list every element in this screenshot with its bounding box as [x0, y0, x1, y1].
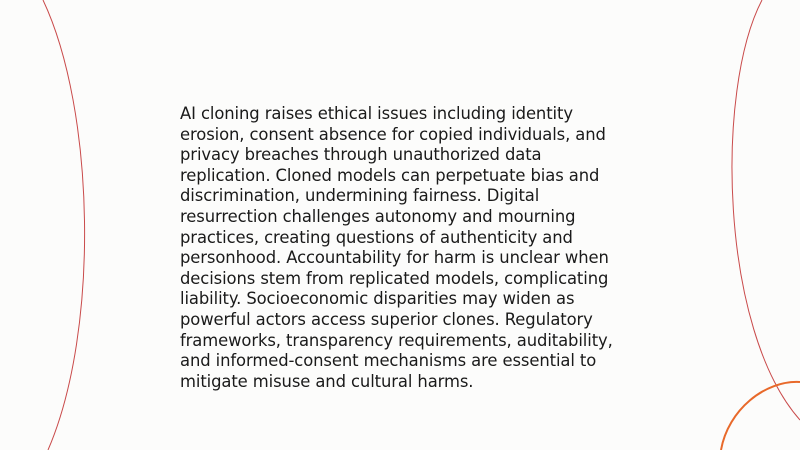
right-thin-arc	[732, 0, 800, 420]
body-paragraph: AI cloning raises ethical issues including identity erosion, consent absence for copied individuals, and privacy breaches through unauthorized data replication. Cloned models can perpetuate bias and discrimination, undermining fairness. Digital resurrection challenges autonomy and mourning practices, creating questions of authenticity and personhood. Accountability for harm is unclear when decisions stem from replicated models, complicating liability. Socioeconomic disparities may widen as powerful actors access superior clones. Regulatory frameworks, transparency requirements, auditability, and informed-consent mechanisms are essential to mitigate misuse and cultural harms.	[180, 104, 613, 391]
bottom-right-orange-arc	[721, 382, 800, 450]
left-thin-arc	[43, 0, 85, 450]
